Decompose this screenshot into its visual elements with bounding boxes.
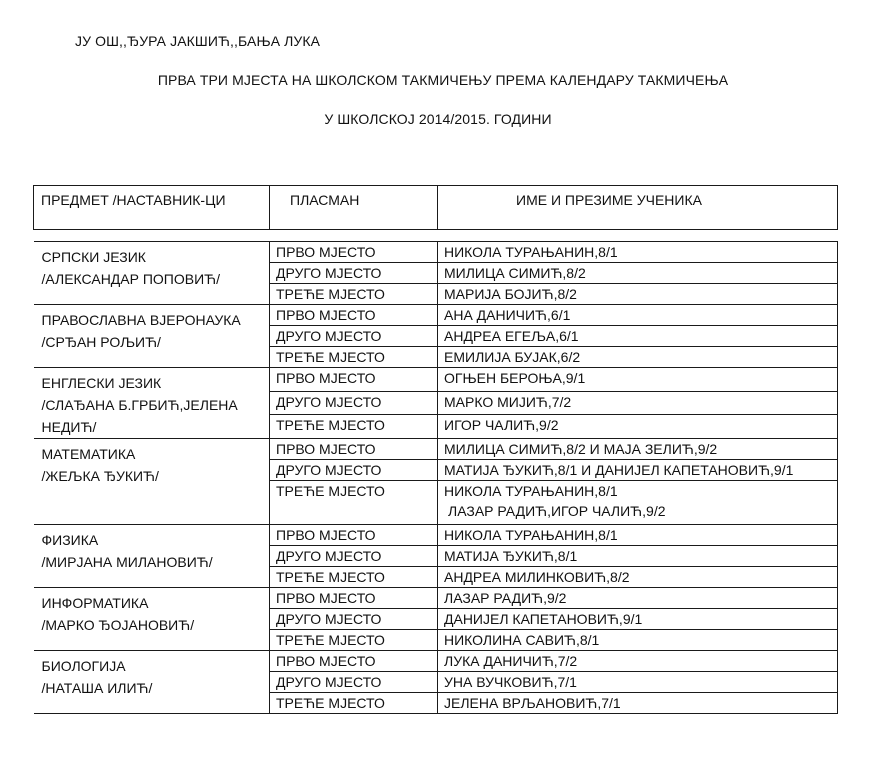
placement-cell: ТРЕЋЕ МЈЕСТО bbox=[270, 567, 438, 588]
subject-cell bbox=[34, 588, 270, 651]
table-row bbox=[34, 588, 838, 609]
subject-cell bbox=[34, 305, 270, 368]
teacher-name: /СЛАЂАНА Б.ГРБИЋ,ЈЕЛЕНА НЕДИЋ/ bbox=[41, 397, 238, 435]
student-name: МАТИЈА ЂУКИЋ,8/1 bbox=[444, 548, 578, 564]
placement-cell: ТРЕЋЕ МЈЕСТО bbox=[270, 415, 438, 439]
student-name: НИКОЛИНА САВИЋ,8/1 bbox=[444, 632, 600, 648]
student-cell bbox=[438, 284, 838, 305]
teacher-name: /СРЂАН РОЉИЋ/ bbox=[41, 334, 161, 350]
student-cell bbox=[438, 588, 838, 609]
placement-cell: ДРУГО МЈЕСТО bbox=[270, 263, 438, 284]
document-title: ПРВА ТРИ МЈЕСТА НА ШКОЛСКОМ ТАКМИЧЕЊУ ПРЕМА КАЛЕНДАРУ ТАКМИЧЕЊА bbox=[157, 72, 729, 88]
student-cell bbox=[438, 609, 838, 630]
placement-cell: ДРУГО МЈЕСТО bbox=[270, 391, 438, 415]
teacher-name: /ЖЕЉКА ЂУКИЋ/ bbox=[41, 468, 159, 484]
student-name: МИЛИЦА СИМИЋ,8/2 И МАЈА ЗЕЛИЋ,9/2 bbox=[444, 441, 718, 457]
table-row bbox=[34, 242, 838, 263]
placement-cell: ПРВО МЈЕСТО bbox=[270, 305, 438, 326]
student-cell bbox=[438, 567, 838, 588]
placement-cell: ТРЕЋЕ МЈЕСТО bbox=[270, 481, 438, 525]
table-header-row bbox=[34, 186, 838, 230]
header-spacer bbox=[34, 230, 838, 242]
subject-cell bbox=[34, 525, 270, 588]
subject-name: ПРАВОСЛАВНА ВЈЕРОНАУКА bbox=[41, 312, 241, 328]
header-spacer-cell bbox=[270, 230, 438, 242]
student-cell bbox=[438, 305, 838, 326]
student-name: ЛУКА ДАНИЧИЋ,7/2 bbox=[444, 653, 578, 669]
subject-name: ФИЗИКА bbox=[41, 532, 99, 548]
teacher-name: /АЛЕКСАНДАР ПОПОВИЋ/ bbox=[41, 271, 221, 287]
student-cell bbox=[438, 672, 838, 693]
table-row bbox=[34, 439, 838, 460]
placement-cell: ДРУГО МЈЕСТО bbox=[270, 546, 438, 567]
student-cell bbox=[438, 693, 838, 714]
placement-cell: ТРЕЋЕ МЈЕСТО bbox=[270, 693, 438, 714]
student-cell bbox=[438, 525, 838, 546]
placement-cell: ПРВО МЈЕСТО bbox=[270, 525, 438, 546]
student-cell bbox=[438, 263, 838, 284]
school-year: У ШКОЛСКОЈ 2014/2015. ГОДИНИ bbox=[324, 111, 552, 127]
subject-cell bbox=[34, 242, 270, 305]
student-name: ЛАЗАР РАДИЋ,9/2 bbox=[444, 590, 567, 606]
student-name: ОГЊЕН БЕРОЊА,9/1 bbox=[444, 370, 586, 386]
student-name: АНДРЕА ЕГЕЉА,6/1 bbox=[444, 328, 579, 344]
student-cell bbox=[438, 347, 838, 368]
subject-name: БИОЛОГИЈА bbox=[41, 658, 126, 674]
student-cell bbox=[438, 415, 838, 439]
student-cell bbox=[438, 546, 838, 567]
student-cell bbox=[438, 326, 838, 347]
school-name: ЈУ ОШ,,ЂУРА ЈАКШИЋ,,БАЊА ЛУКА bbox=[75, 33, 321, 49]
column-header-placement: ПЛАСМАН bbox=[270, 186, 438, 230]
student-name: МАТИЈА ЂУКИЋ,8/1 И ДАНИЈЕЛ КАПЕТАНОВИЋ,9/1 bbox=[444, 462, 794, 478]
placement-cell: ПРВО МЈЕСТО bbox=[270, 368, 438, 392]
placement-cell: ДРУГО МЈЕСТО bbox=[270, 326, 438, 347]
student-cell bbox=[438, 651, 838, 672]
column-header-subject: ПРЕДМЕТ /НАСТАВНИК-ЦИ bbox=[34, 186, 270, 230]
teacher-name: /МАРКО ЂОЈАНОВИЋ/ bbox=[41, 617, 195, 633]
student-cell bbox=[438, 242, 838, 263]
placement-cell: ТРЕЋЕ МЈЕСТО bbox=[270, 630, 438, 651]
subject-name: МАТЕМАТИКА bbox=[41, 446, 136, 462]
subject-name: ИНФОРМАТИКА bbox=[41, 595, 149, 611]
student-cell bbox=[438, 630, 838, 651]
student-cell bbox=[438, 368, 838, 392]
student-name: ЕМИЛИЈА БУЈАК,6/2 bbox=[444, 349, 581, 365]
table-row bbox=[34, 651, 838, 672]
student-name: НИКОЛА ТУРАЊАНИН,8/1 bbox=[444, 527, 618, 543]
table-row bbox=[34, 368, 838, 392]
subject-name: СРПСКИ ЈЕЗИК bbox=[41, 249, 146, 265]
subject-cell bbox=[34, 368, 270, 439]
placement-cell: ДРУГО МЈЕСТО bbox=[270, 672, 438, 693]
table-row bbox=[34, 525, 838, 546]
table-row bbox=[34, 305, 838, 326]
placement-cell: ТРЕЋЕ МЈЕСТО bbox=[270, 347, 438, 368]
student-name: ИГОР ЧАЛИЋ,9/2 bbox=[444, 417, 559, 434]
placement-cell: ПРВО МЈЕСТО bbox=[270, 588, 438, 609]
student-name: АНДРЕА МИЛИНКОВИЋ,8/2 bbox=[444, 569, 630, 585]
student-name: УНА ВУЧКОВИЋ,7/1 bbox=[444, 674, 577, 690]
header-spacer-cell bbox=[34, 230, 270, 242]
teacher-name: /МИРЈАНА МИЛАНОВИЋ/ bbox=[41, 554, 213, 570]
student-name: ЛАЗАР РАДИЋ,ИГОР ЧАЛИЋ,9/2 bbox=[448, 503, 666, 519]
placement-cell: ПРВО МЈЕСТО bbox=[270, 439, 438, 460]
results-table bbox=[33, 185, 838, 714]
subject-cell bbox=[34, 651, 270, 714]
student-name: МАРКО МИЈИЋ,7/2 bbox=[444, 393, 572, 410]
results-table-body bbox=[34, 186, 838, 714]
placement-cell: ДРУГО МЈЕСТО bbox=[270, 460, 438, 481]
teacher-name: /НАТАША ИЛИЋ/ bbox=[41, 680, 153, 696]
student-name: ДАНИЈЕЛ КАПЕТАНОВИЋ,9/1 bbox=[444, 611, 643, 627]
student-cell bbox=[438, 439, 838, 460]
subject-cell bbox=[34, 439, 270, 525]
student-cell bbox=[438, 391, 838, 415]
student-name: АНА ДАНИЧИЋ,6/1 bbox=[444, 307, 571, 323]
subject-name: ЕНГЛЕСКИ ЈЕЗИК bbox=[41, 375, 162, 391]
student-name: МИЛИЦА СИМИЋ,8/2 bbox=[444, 265, 586, 281]
student-name: НИКОЛА ТУРАЊАНИН,8/1 bbox=[444, 244, 618, 260]
student-name: ЈЕЛЕНА ВРЉАНОВИЋ,7/1 bbox=[444, 695, 621, 711]
student-name: НИКОЛА ТУРАЊАНИН,8/1 bbox=[444, 483, 618, 499]
student-cell bbox=[438, 481, 838, 525]
placement-cell: ТРЕЋЕ МЈЕСТО bbox=[270, 284, 438, 305]
placement-cell: ПРВО МЈЕСТО bbox=[270, 242, 438, 263]
student-cell bbox=[438, 460, 838, 481]
column-header-student: ИМЕ И ПРЕЗИМЕ УЧЕНИКА bbox=[438, 186, 838, 230]
placement-cell: ДРУГО МЈЕСТО bbox=[270, 609, 438, 630]
student-name: МАРИЈА БОЈИЋ,8/2 bbox=[444, 286, 577, 302]
header-spacer-cell bbox=[438, 230, 838, 242]
placement-cell: ПРВО МЈЕСТО bbox=[270, 651, 438, 672]
